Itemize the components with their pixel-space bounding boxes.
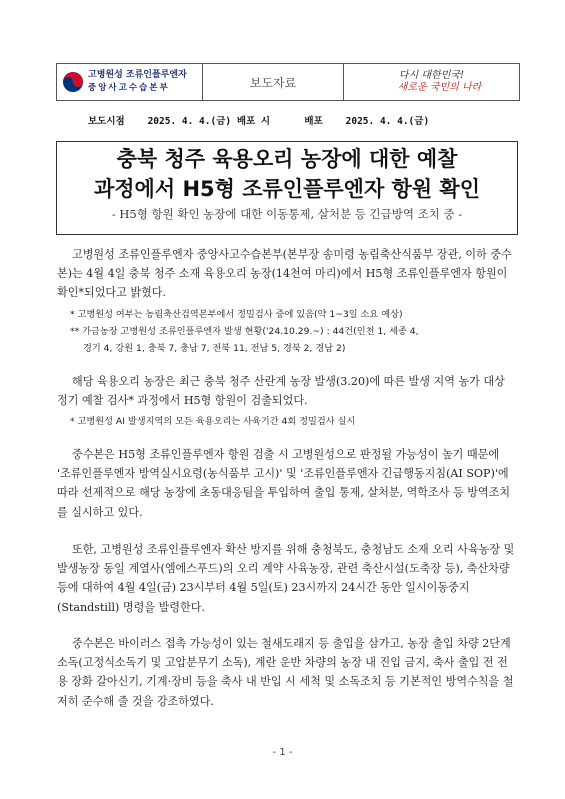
footnote-2: ** 가금농장 고병원성 조류인플루엔자 발생 현황('24.10.29.~) : 44건(인천 1, 세종 4, (70, 326, 419, 337)
page-number: - 1 - (272, 747, 293, 758)
title-box (56, 141, 518, 235)
organization-block (57, 64, 203, 100)
org-name: 고병원성 조류인플루엔자 (88, 70, 187, 80)
paragraph-5: 중수본은 바이러스 접촉 가능성이 있는 철새도래지 등 출입을 삼가고, 농장 출입 차량 2단계 소독(고정식소독기 및 고압분무기 소독), 계란 운반 차량의 농장 내 진입 금지, 축사 출입 전 전용 장화 갈아신기, 기계·장비 등을 축사 내 반입 시 세척 및 소독조치 등 기본적인 방역수칙을 철저히 준수해 줄 것을 강조하였다. (57, 637, 514, 708)
footnote-2-continued: 경기 4, 강원 1, 충북 7, 충남 7, 전북 11, 전남 5, 경북 2, 경남 2) (83, 343, 346, 354)
headline-line-1: 충북 청주 육용오리 농장에 대한 예찰 (116, 147, 458, 171)
paragraph-3: 중수본은 H5형 조류인플루엔자 항원 검출 시 고병원성으로 판정될 가능성이 높기 때문에 '조류인플루엔자 방역실시요령(농식품부 고시)' 및 '조류인플루엔자 긴급행동지침(AI SOP)'에 따라 선제적으로 해당 농장에 초동대응팀을 투입하여 출입 통제, 살처분, 역학조사 등 방역조치를 실시하고 있다. (57, 448, 511, 519)
government-emblem-icon (62, 71, 84, 93)
slogan-block (344, 64, 519, 100)
paragraph-4: 또한, 고병원성 조류인플루엔자 확산 방지를 위해 충청북도, 충청남도 소재 오리 사육농장 및 발생농장 동일 계열사(엠에스푸드)의 오리 계약 사육농장, 관련 축산시설(도축장 등), 축산차량 등에 대하여 4월 4일(금) 23시부터 4월 5일(토) 23시까지 24시간 동안 일시이동중지(Standstill) 명령을 발령한다. (57, 543, 515, 614)
org-sub-name: 중앙사고수습본부 (88, 83, 170, 93)
slogan-line-2: 새로운 국민의 나라 (397, 82, 482, 93)
headline-line-2: 과정에서 H5형 조류인플루엔자 항원 확인 (93, 177, 480, 201)
footnote-1: * 고병원성 여부는 농림축산검역본부에서 정밀검사 중에 있음(약 1~3일 소요 예상) (70, 309, 403, 320)
release-info: 보도시점 2025. 4. 4.(금) 배포 시 배포 2025. 4. 4.(금) (88, 116, 430, 127)
subtitle: - H5형 항원 확인 농장에 대한 이동통제, 살처분 등 긴급방역 조치 중 - (111, 207, 463, 221)
doc-type-label: 보도자료 (203, 64, 344, 100)
press-header (56, 63, 520, 101)
paragraph-1: 고병원성 조류인플루엔자 중앙사고수습본부(본부장 송미령 농림축산식품부 장관, 이하 중수본)는 4월 4일 충북 청주 소재 육용오리 농장(14천여 마리)에서 H5형 조류인플루엔자 항원이 확인*되었다고 밝혔다. (57, 248, 512, 300)
footnote-3: * 고병원성 AI 발생지역의 모든 육용오리는 사육기간 4회 정밀검사 실시 (70, 416, 356, 427)
paragraph-2: 해당 육용오리 농장은 최근 충북 청주 산란계 농장 발생(3.20)에 따른 발생 지역 농가 대상 정기 예찰 검사* 과정에서 H5형 항원이 검출되었다. (57, 375, 505, 408)
slogan-line-1: 다시 대한민국! (398, 70, 465, 81)
